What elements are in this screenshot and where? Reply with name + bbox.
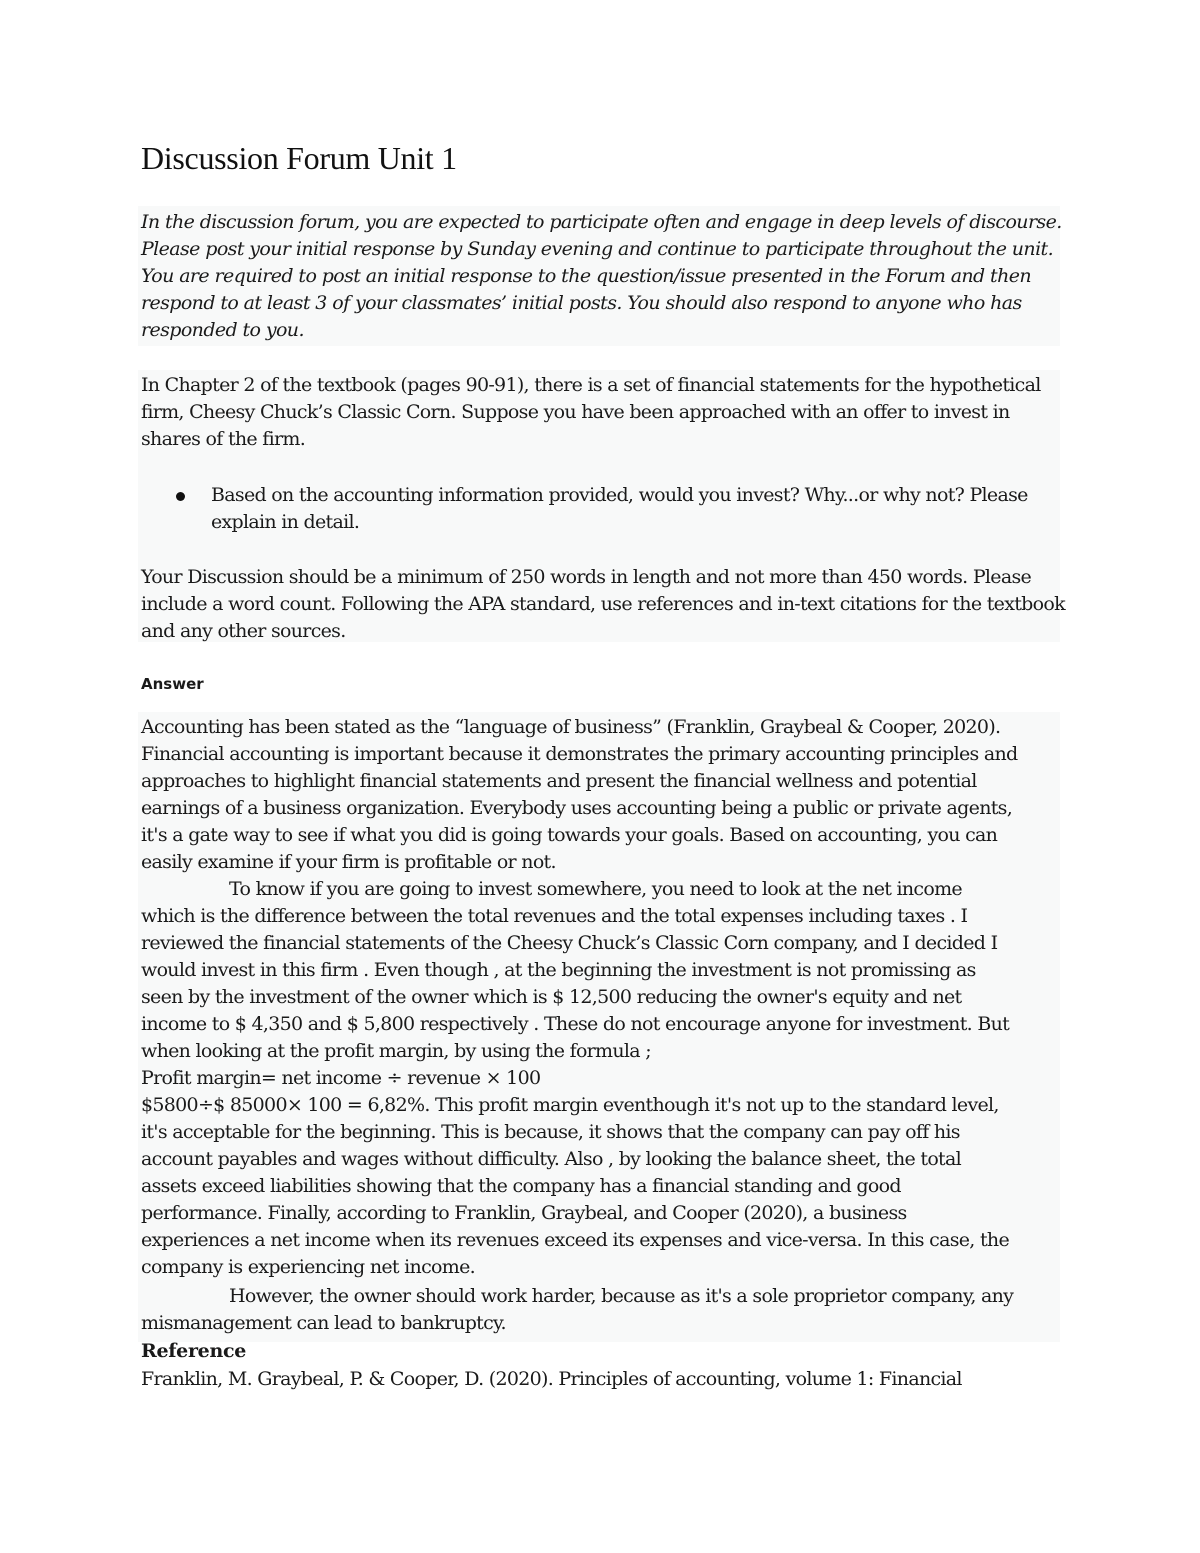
bullet-icon [176,492,185,501]
answer-line: reviewed the financial statements of the Cheesy Chuck’s Classic Corn company, and I decided I [141,932,998,954]
instructions-paragraph: In the discussion forum, you are expected to participate often and engage in deep levels of discourse. Please post your initial response by Sunday evening and continue to participate throughout the unit. You are required to post an initial response to the question/issue presented in the Forum and then respond to at least 3 of your classmates’ initial posts. You should also respond to anyone who has responded to you. [141,211,1062,341]
answer-line: However, the owner should work harder, because as it's a sole proprietor company, any [229,1285,1014,1307]
answer-line: which is the difference between the total revenues and the total expenses including taxes . I [141,905,968,927]
page-title: Discussion Forum Unit 1 [141,140,457,176]
answer-line: earnings of a business organization. Everybody uses accounting being a public or private agents, [141,797,1013,819]
answer-line: Accounting has been stated as the “language of business” (Franklin, Graybeal & Cooper, 2020). [141,716,1001,738]
answer-line: approaches to highlight financial statements and present the financial wellness and potential [141,770,977,792]
answer-line: income to $ 4,350 and $ 5,800 respectively . These do not encourage anyone for investment. But [141,1013,1010,1035]
prompt-paragraph: In Chapter 2 of the textbook (pages 90-91), there is a set of financial statements for the hypothetical firm, Cheesy Chuck’s Classic Corn. Suppose you have been approached with an offer to invest in shares of the firm. [141,374,1041,450]
question-list [141,482,1071,536]
answer-line: mismanagement can lead to bankruptcy. [141,1312,506,1334]
answer-line: performance. Finally, according to Franklin, Graybeal, and Cooper (2020), a business [141,1202,907,1224]
answer-heading: Answer [141,675,204,693]
answer-line: it's acceptable for the beginning. This is because, it shows that the company can pay off his [141,1121,960,1143]
list-item [141,482,1071,536]
answer-line: account payables and wages without difficulty. Also , by looking the balance sheet, the total [141,1148,961,1170]
answer-line: experiences a net income when its revenues exceed its expenses and vice-versa. In this case, the [141,1229,1009,1251]
answer-line: would invest in this firm . Even though , at the beginning the investment is not promissing as [141,959,976,981]
reference-entry: Franklin, M. Graybeal, P. & Cooper, D. (2020). Principles of accounting, volume 1: Financial [141,1368,962,1390]
question-text: Based on the accounting information provided, would you invest? Why...or why not? Please explain in detail. [211,484,1028,533]
answer-line: seen by the investment of the owner which is $ 12,500 reducing the owner's equity and net [141,986,962,1008]
answer-line: it's a gate way to see if what you did is going towards your goals. Based on accounting, you can [141,824,998,846]
answer-line: assets exceed liabilities showing that the company has a financial standing and good [141,1175,901,1197]
reference-heading: Reference [141,1340,247,1362]
answer-line: when looking at the profit margin, by using the formula ; [141,1040,651,1062]
formula-line: Profit margin= net income ÷ revenue × 100 [141,1067,541,1089]
answer-line: $5800÷$ 85000× 100 = 6,82%. This profit margin eventhough it's not up to the standard level, [141,1094,999,1116]
requirements-paragraph: Your Discussion should be a minimum of 250 words in length and not more than 450 words. Please include a word count. Following the APA standard, use references and in-text citations for the textbook and any other sources. [141,566,1065,642]
answer-line: easily examine if your firm is profitable or not. [141,851,556,873]
answer-line: Financial accounting is important because it demonstrates the primary accounting principles and [141,743,1018,765]
answer-line: company is experiencing net income. [141,1256,475,1278]
answer-line: To know if you are going to invest somewhere, you need to look at the net income [229,878,962,900]
